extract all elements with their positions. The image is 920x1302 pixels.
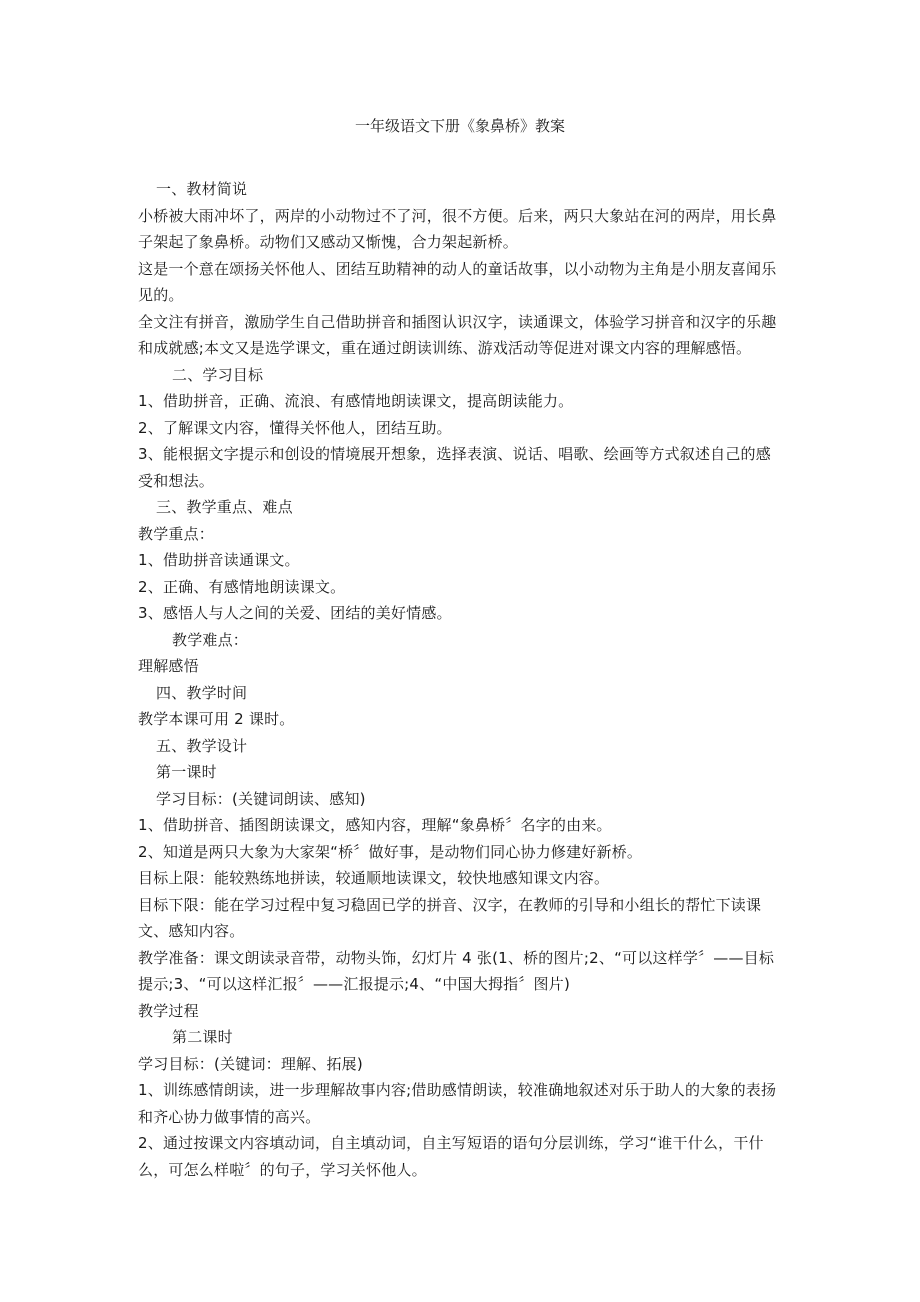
paragraph: 四、教学时间 bbox=[156, 683, 248, 702]
paragraph: 学习目标：(关键词朗读、感知) bbox=[156, 789, 366, 808]
paragraph: 理解感悟 bbox=[138, 657, 199, 675]
paragraph: 教学本课可用 2 课时。 bbox=[138, 710, 295, 728]
paragraph: 二、学习目标 bbox=[172, 365, 264, 384]
paragraph: 目标上限：能较熟练地拼读，较通顺地读课文，较快地感知课文内容。 bbox=[138, 869, 610, 887]
paragraph: 2、正确、有感情地朗读课文。 bbox=[138, 577, 346, 596]
paragraph: 一、教材简说 bbox=[156, 180, 248, 198]
paragraph: 教学重点： bbox=[138, 524, 215, 543]
paragraph: 1、训练感情朗读，进一步理解故事内容;借助感情朗读，较准确地叙述对乐于助人的大象的表扬和齐心协力做事情的高兴。 bbox=[138, 1081, 777, 1126]
paragraph: 全文注有拼音，激励学生自己借助拼音和插图认识汉字，读通课文，体验学习拼音和汉字的乐趣和成就感;本文又是选学课文，重在通过朗读训练、游戏活动等促进对课文内容的理解感悟。 bbox=[138, 312, 777, 357]
paragraph: 3、感悟人与人之间的关爱、团结的美好情感。 bbox=[138, 604, 452, 622]
paragraph: 1、借助拼音，正确、流浪、有感情地朗读课文，提高朗读能力。 bbox=[138, 392, 574, 410]
paragraph: 三、教学重点、难点 bbox=[156, 498, 293, 516]
paragraph: 第二课时 bbox=[172, 1028, 233, 1046]
paragraph: 学习目标：(关键词：理解、拓展) bbox=[138, 1054, 363, 1073]
paragraph: 教学过程 bbox=[138, 1001, 199, 1020]
paragraph: 第一课时 bbox=[156, 763, 217, 781]
paragraph: 五、教学设计 bbox=[156, 736, 248, 755]
document-title: 一年级语文下册《象鼻桥》教案 bbox=[354, 117, 565, 135]
paragraph: 2、知道是两只大象为大家架“桥〞做好事，是动物们同心协力修建好新桥。 bbox=[138, 842, 643, 861]
paragraph: 2、了解课文内容，懂得关怀他人，团结互助。 bbox=[138, 418, 452, 437]
paragraph: 教学准备：课文朗读录音带，动物头饰，幻灯片 4 张(1、桥的图片;2、“可以这样学〞——目标提示;3、“可以这样汇报〞——汇报提示;4、“中国大拇指〞图片) bbox=[138, 948, 775, 993]
document-body bbox=[138, 176, 786, 1183]
paragraph: 目标下限：能在学习过程中复习稳固已学的拼音、汉字，在教师的引导和小组长的帮忙下读课文、感知内容。 bbox=[138, 895, 762, 940]
paragraph: 1、借助拼音、插图朗读课文，感知内容，理解“象鼻桥〞名字的由来。 bbox=[138, 816, 612, 834]
paragraph: 1、借助拼音读通课文。 bbox=[138, 551, 300, 569]
paragraph: 教学难点： bbox=[172, 630, 249, 649]
paragraph: 这是一个意在颂扬关怀他人、团结互助精神的动人的童话故事，以小动物为主角是小朋友喜闻乐见的。 bbox=[138, 259, 777, 304]
paragraph: 小桥被大雨冲坏了，两岸的小动物过不了河，很不方便。后来，两只大象站在河的两岸，用长鼻子架起了象鼻桥。动物们又感动又惭愧，合力架起新桥。 bbox=[138, 206, 777, 251]
paragraph: 3、能根据文字提示和创设的情境展开想象，选择表演、说话、唱歌、绘画等方式叙述自己的感受和想法。 bbox=[138, 445, 771, 490]
paragraph: 2、通过按课文内容填动词，自主填动词，自主写短语的语句分层训练，学习“谁干什么，干什么，可怎么样啦〞的句子，学习关怀他人。 bbox=[138, 1134, 764, 1179]
